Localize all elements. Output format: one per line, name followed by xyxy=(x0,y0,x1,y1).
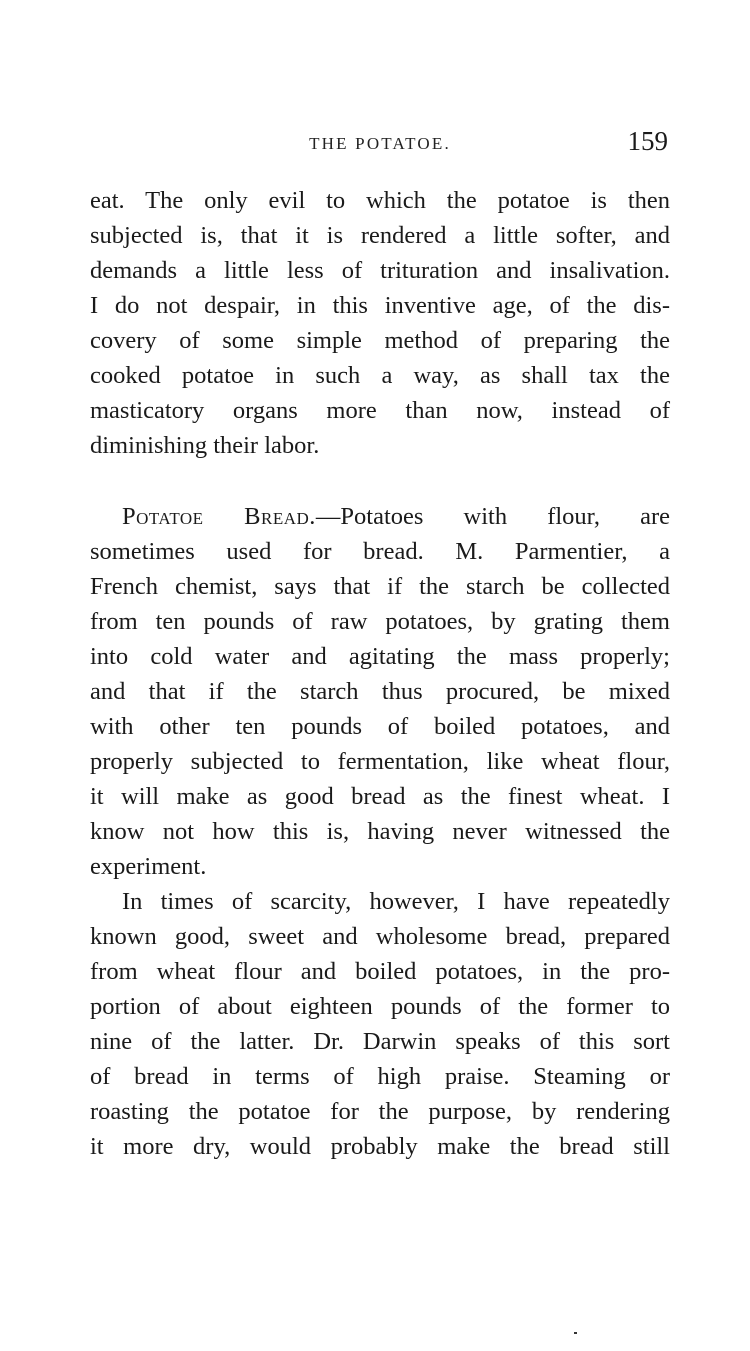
paragraph-continuation xyxy=(90,183,670,463)
text-line: subjected is, that it is rendered a little softer, and xyxy=(90,222,670,249)
text-line: known good, sweet and wholesome bread, prepared xyxy=(90,923,670,950)
text-line: properly subjected to fermentation, like wheat flour, xyxy=(90,748,670,775)
text-line: with other ten pounds of boiled potatoes, and xyxy=(90,713,670,740)
text-line: —Potatoes with flour, are xyxy=(315,503,670,530)
text-line: masticatory organs more than now, instead of xyxy=(90,397,670,424)
text-line: portion of about eighteen pounds of the former to xyxy=(90,993,670,1020)
text-line: experiment. xyxy=(90,853,207,880)
text-line: I do not despair, in this inventive age, of the dis- xyxy=(90,292,670,319)
paragraph-potatoe-bread xyxy=(90,499,670,884)
ink-speck xyxy=(574,1332,577,1334)
text-line: nine of the latter. Dr. Darwin speaks of this sort xyxy=(90,1028,670,1055)
paragraph-scarcity xyxy=(90,884,670,1164)
run-in-heading: Potatoe Bread. xyxy=(122,503,316,530)
text-line: cooked potatoe in such a way, as shall tax the xyxy=(90,362,670,389)
text-line: from ten pounds of raw potatoes, by grating them xyxy=(90,608,670,635)
text-line: eat. The only evil to which the potatoe is then xyxy=(90,187,670,214)
text-line: from wheat flour and boiled potatoes, in the pro- xyxy=(90,958,670,985)
text-line: into cold water and agitating the mass properly; xyxy=(90,643,670,670)
text-line: of bread in terms of high praise. Steaming or xyxy=(90,1063,670,1090)
text-line: roasting the potatoe for the purpose, by rendering xyxy=(90,1098,670,1125)
text-line: and that if the starch thus procured, be mixed xyxy=(90,678,670,705)
text-line: sometimes used for bread. M. Parmentier, a xyxy=(90,538,670,565)
text-line: demands a little less of trituration and insalivation. xyxy=(90,257,670,284)
text-line: French chemist, says that if the starch be collected xyxy=(90,573,670,600)
text-line: covery of some simple method of preparing the xyxy=(90,327,670,354)
section-gap xyxy=(90,463,670,499)
text-line: it will make as good bread as the finest wheat. I xyxy=(90,783,670,810)
text-line: In times of scarcity, however, I have repeatedly xyxy=(122,888,670,915)
page-number: 159 xyxy=(627,126,668,156)
text-line: know not how this is, having never witnessed the xyxy=(90,818,670,845)
body-text xyxy=(90,183,670,1164)
running-title: THE POTATOE. xyxy=(309,134,451,153)
text-line-with-heading xyxy=(90,499,670,534)
text-line: it more dry, would probably make the bread still xyxy=(90,1133,670,1160)
text-line: diminishing their labor. xyxy=(90,432,320,459)
running-head xyxy=(90,126,670,160)
